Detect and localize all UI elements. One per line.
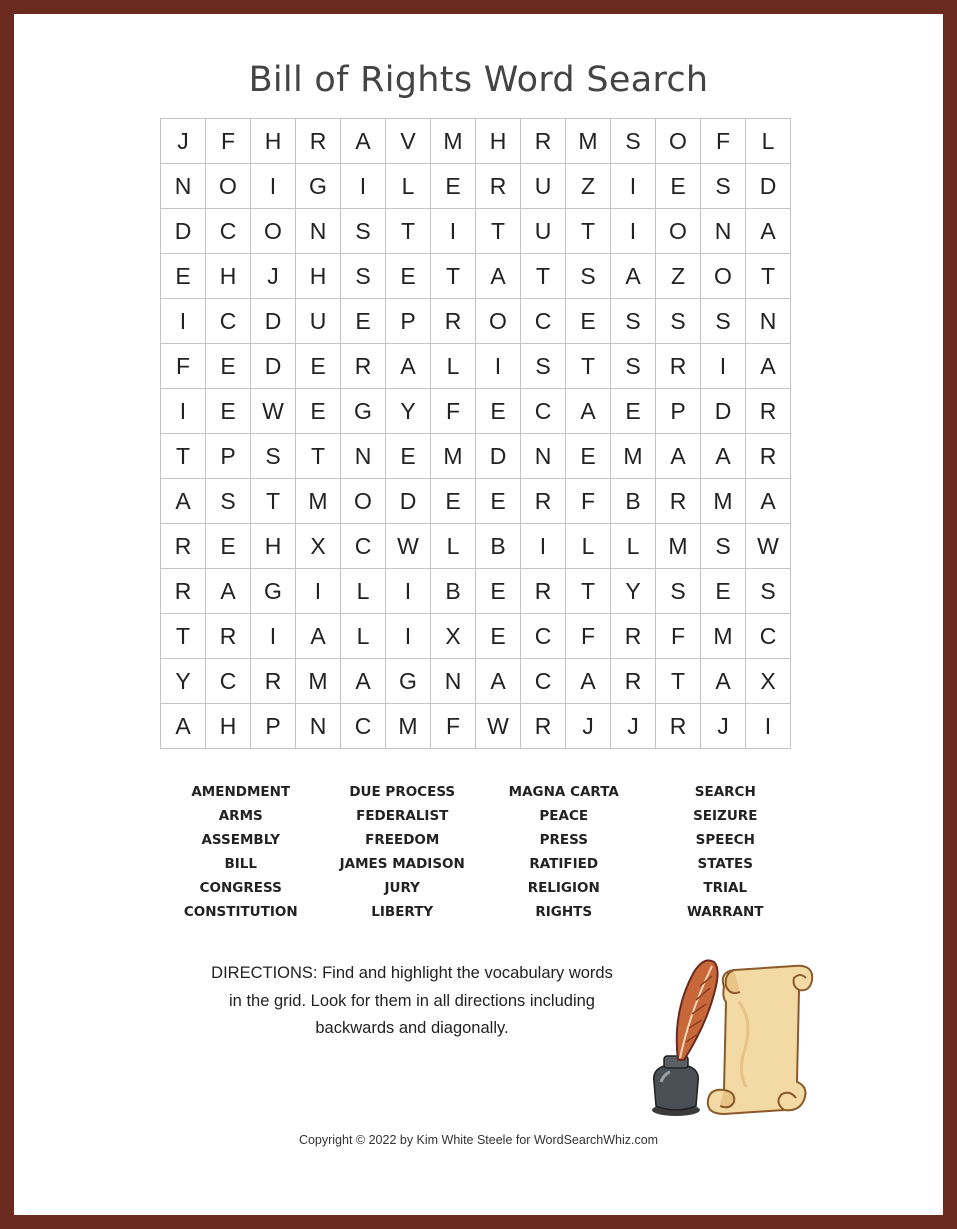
grid-row	[161, 524, 791, 569]
grid-cell[interactable]: T	[431, 254, 476, 299]
worksheet-page	[14, 14, 943, 1215]
grid-cell[interactable]: S	[611, 299, 656, 344]
grid-cell[interactable]: U	[521, 209, 566, 254]
grid-cell[interactable]: S	[251, 434, 296, 479]
grid-cell[interactable]: P	[656, 389, 701, 434]
grid-cell[interactable]: R	[296, 119, 341, 164]
grid-cell[interactable]: Z	[566, 164, 611, 209]
grid-cell[interactable]: A	[746, 479, 791, 524]
directions-line-1: DIRECTIONS: Find and highlight the vocabulary words	[211, 964, 613, 982]
grid-cell[interactable]: I	[611, 164, 656, 209]
grid-cell[interactable]: X	[431, 614, 476, 659]
grid-cell[interactable]: R	[521, 569, 566, 614]
grid-cell[interactable]: N	[341, 434, 386, 479]
grid-cell[interactable]: T	[566, 209, 611, 254]
grid-cell[interactable]: R	[746, 389, 791, 434]
grid-row	[161, 254, 791, 299]
grid-cell[interactable]: I	[296, 569, 341, 614]
grid-cell[interactable]: I	[746, 704, 791, 749]
grid-cell[interactable]: L	[386, 164, 431, 209]
grid-cell[interactable]: T	[566, 344, 611, 389]
vocabulary-word: TRIAL	[703, 880, 748, 896]
grid-cell[interactable]: T	[476, 209, 521, 254]
grid-cell[interactable]: O	[476, 299, 521, 344]
grid-cell[interactable]: E	[161, 254, 206, 299]
grid-cell[interactable]: A	[341, 119, 386, 164]
grid-cell[interactable]: J	[566, 704, 611, 749]
grid-cell[interactable]: E	[386, 434, 431, 479]
grid-cell[interactable]: R	[161, 569, 206, 614]
grid-cell[interactable]: F	[566, 479, 611, 524]
grid-cell[interactable]: C	[341, 704, 386, 749]
grid-cell[interactable]: N	[701, 209, 746, 254]
grid-cell[interactable]: R	[656, 704, 701, 749]
grid-cell[interactable]: D	[251, 299, 296, 344]
grid-cell[interactable]: N	[296, 209, 341, 254]
vocabulary-word: AMENDMENT	[191, 784, 291, 800]
grid-cell[interactable]: I	[386, 569, 431, 614]
word-list	[160, 780, 806, 924]
grid-cell[interactable]: E	[431, 164, 476, 209]
grid-cell[interactable]: F	[206, 119, 251, 164]
vocabulary-word: MAGNA CARTA	[508, 784, 619, 800]
grid-cell[interactable]: P	[251, 704, 296, 749]
grid-cell[interactable]: A	[476, 254, 521, 299]
grid-row	[161, 659, 791, 704]
grid-cell[interactable]: O	[656, 119, 701, 164]
grid-cell[interactable]: I	[701, 344, 746, 389]
grid-cell[interactable]: H	[206, 254, 251, 299]
grid-cell[interactable]: T	[161, 434, 206, 479]
grid-cell[interactable]: O	[701, 254, 746, 299]
grid-cell[interactable]: L	[566, 524, 611, 569]
grid-cell[interactable]: I	[251, 164, 296, 209]
vocabulary-word: CONSTITUTION	[183, 904, 298, 920]
grid-cell[interactable]: A	[206, 569, 251, 614]
grid-cell[interactable]: C	[341, 524, 386, 569]
grid-cell[interactable]: M	[296, 659, 341, 704]
grid-cell[interactable]: W	[251, 389, 296, 434]
grid-cell[interactable]: R	[161, 524, 206, 569]
grid-cell[interactable]: E	[476, 479, 521, 524]
grid-cell[interactable]: R	[206, 614, 251, 659]
quill-and-scroll-illustration	[634, 942, 824, 1122]
grid-cell[interactable]: E	[476, 569, 521, 614]
grid-cell[interactable]: W	[746, 524, 791, 569]
grid-row	[161, 299, 791, 344]
vocabulary-word: RELIGION	[527, 880, 600, 896]
vocabulary-word: WARRANT	[687, 904, 764, 920]
grid-cell[interactable]: O	[341, 479, 386, 524]
grid-row	[161, 209, 791, 254]
grid-cell[interactable]: D	[476, 434, 521, 479]
vocabulary-word: RATIFIED	[529, 856, 599, 872]
grid-cell[interactable]: T	[746, 254, 791, 299]
grid-cell[interactable]: A	[611, 254, 656, 299]
scroll-icon	[708, 966, 812, 1114]
vocabulary-word: ARMS	[218, 808, 263, 824]
vocabulary-word: STATES	[697, 856, 753, 872]
grid-cell[interactable]: E	[386, 254, 431, 299]
grid-cell[interactable]: R	[611, 614, 656, 659]
grid-cell[interactable]: S	[746, 569, 791, 614]
grid-cell[interactable]: N	[161, 164, 206, 209]
grid-cell[interactable]: I	[386, 614, 431, 659]
grid-cell[interactable]: E	[296, 389, 341, 434]
grid-cell[interactable]: J	[701, 704, 746, 749]
vocabulary-word: LIBERTY	[371, 904, 434, 920]
grid-row	[161, 389, 791, 434]
grid-cell[interactable]: D	[251, 344, 296, 389]
vocabulary-word: DUE PROCESS	[349, 784, 456, 800]
vocabulary-word: JURY	[384, 880, 420, 896]
page-title: Bill of Rights Word Search	[248, 60, 709, 100]
grid-cell[interactable]: I	[611, 209, 656, 254]
grid-cell[interactable]: T	[296, 434, 341, 479]
grid-cell[interactable]: L	[341, 569, 386, 614]
grid-cell[interactable]: Y	[161, 659, 206, 704]
grid-row	[161, 344, 791, 389]
grid-cell[interactable]: I	[476, 344, 521, 389]
grid-cell[interactable]: C	[521, 614, 566, 659]
grid-cell[interactable]: C	[206, 299, 251, 344]
grid-cell[interactable]: S	[521, 344, 566, 389]
grid-cell[interactable]: I	[431, 209, 476, 254]
grid-cell[interactable]: M	[386, 704, 431, 749]
grid-cell[interactable]: E	[566, 434, 611, 479]
grid-cell[interactable]: D	[701, 389, 746, 434]
grid-row	[161, 704, 791, 749]
grid-cell[interactable]: A	[476, 659, 521, 704]
grid-cell[interactable]: S	[341, 209, 386, 254]
grid-cell[interactable]: A	[746, 344, 791, 389]
grid-cell[interactable]: I	[521, 524, 566, 569]
grid-cell[interactable]: M	[701, 479, 746, 524]
grid-cell[interactable]: M	[656, 524, 701, 569]
grid-cell[interactable]: L	[431, 524, 476, 569]
grid-cell[interactable]: A	[746, 209, 791, 254]
grid-cell[interactable]: R	[611, 659, 656, 704]
grid-cell[interactable]: E	[656, 164, 701, 209]
grid-cell[interactable]: S	[656, 299, 701, 344]
vocabulary-word: JAMES MADISON	[339, 856, 465, 872]
grid-cell[interactable]: F	[656, 614, 701, 659]
grid-cell[interactable]: S	[341, 254, 386, 299]
grid-cell[interactable]: Y	[611, 569, 656, 614]
grid-cell[interactable]: M	[701, 614, 746, 659]
grid-cell[interactable]: U	[296, 299, 341, 344]
grid-cell[interactable]: A	[296, 614, 341, 659]
grid-row	[161, 479, 791, 524]
grid-cell[interactable]: M	[611, 434, 656, 479]
grid-cell[interactable]: P	[386, 299, 431, 344]
grid-cell[interactable]: R	[431, 299, 476, 344]
grid-cell[interactable]: R	[251, 659, 296, 704]
grid-cell[interactable]: E	[296, 344, 341, 389]
grid-cell[interactable]: H	[206, 704, 251, 749]
grid-cell[interactable]: Z	[656, 254, 701, 299]
grid-cell[interactable]: O	[206, 164, 251, 209]
grid-cell[interactable]: N	[746, 299, 791, 344]
grid-cell[interactable]: E	[341, 299, 386, 344]
grid-cell[interactable]: C	[521, 389, 566, 434]
grid-cell[interactable]: N	[521, 434, 566, 479]
grid-cell[interactable]: A	[161, 479, 206, 524]
inkwell-icon	[652, 1056, 700, 1116]
grid-cell[interactable]: G	[386, 659, 431, 704]
grid-cell[interactable]: T	[566, 569, 611, 614]
vocabulary-word: FREEDOM	[365, 832, 440, 848]
grid-cell[interactable]: I	[251, 614, 296, 659]
grid-cell[interactable]: L	[611, 524, 656, 569]
grid-cell[interactable]: H	[296, 254, 341, 299]
grid-cell[interactable]: S	[566, 254, 611, 299]
vocabulary-word: BILL	[224, 856, 258, 872]
grid-cell[interactable]: A	[386, 344, 431, 389]
grid-cell[interactable]: W	[386, 524, 431, 569]
grid-cell[interactable]: S	[701, 164, 746, 209]
word-column	[322, 780, 484, 924]
grid-cell[interactable]: C	[206, 659, 251, 704]
vocabulary-word: PRESS	[539, 832, 588, 848]
grid-cell[interactable]: H	[476, 119, 521, 164]
grid-cell[interactable]: G	[251, 569, 296, 614]
grid-cell[interactable]: P	[206, 434, 251, 479]
grid-cell[interactable]: S	[656, 569, 701, 614]
grid-cell[interactable]: F	[161, 344, 206, 389]
grid-cell[interactable]: Y	[386, 389, 431, 434]
grid-cell[interactable]: M	[566, 119, 611, 164]
grid-cell[interactable]: E	[206, 524, 251, 569]
grid-cell[interactable]: R	[521, 704, 566, 749]
grid-cell[interactable]: A	[701, 659, 746, 704]
grid-cell[interactable]: A	[656, 434, 701, 479]
grid-cell[interactable]: W	[476, 704, 521, 749]
word-column	[483, 780, 645, 924]
grid-cell[interactable]: T	[386, 209, 431, 254]
grid-row	[161, 569, 791, 614]
quill-pen-icon	[677, 960, 718, 1060]
grid-cell[interactable]: C	[521, 659, 566, 704]
grid-cell[interactable]: T	[251, 479, 296, 524]
grid-cell[interactable]: N	[431, 659, 476, 704]
grid-cell[interactable]: S	[701, 299, 746, 344]
vocabulary-word: ASSEMBLY	[201, 832, 280, 848]
grid-cell[interactable]: G	[296, 164, 341, 209]
grid-cell[interactable]: I	[161, 299, 206, 344]
grid-cell[interactable]: F	[431, 704, 476, 749]
grid-cell[interactable]: E	[476, 614, 521, 659]
grid-cell[interactable]: T	[521, 254, 566, 299]
grid-cell[interactable]: R	[521, 119, 566, 164]
grid-cell[interactable]: L	[746, 119, 791, 164]
grid-cell[interactable]: F	[701, 119, 746, 164]
grid-cell[interactable]: G	[341, 389, 386, 434]
vocabulary-word: RIGHTS	[535, 904, 593, 920]
vocabulary-word: SPEECH	[695, 832, 755, 848]
grid-cell[interactable]: B	[431, 569, 476, 614]
grid-cell[interactable]: X	[746, 659, 791, 704]
vocabulary-word: CONGRESS	[199, 880, 282, 896]
grid-cell[interactable]: R	[746, 434, 791, 479]
grid-cell[interactable]: F	[566, 614, 611, 659]
vocabulary-word: FEDERALIST	[356, 808, 449, 824]
grid-cell[interactable]: C	[746, 614, 791, 659]
grid-cell[interactable]: A	[161, 704, 206, 749]
grid-cell[interactable]: S	[701, 524, 746, 569]
directions-line-3: backwards and diagonally.	[315, 1019, 509, 1037]
grid-cell[interactable]: S	[611, 344, 656, 389]
copyright-notice: Copyright © 2022 by Kim White Steele for WordSearchWhiz.com	[298, 1133, 659, 1147]
grid-cell[interactable]: R	[476, 164, 521, 209]
grid-cell[interactable]: A	[566, 659, 611, 704]
grid-cell[interactable]: E	[476, 389, 521, 434]
grid-cell[interactable]: A	[701, 434, 746, 479]
grid-cell[interactable]: J	[251, 254, 296, 299]
grid-cell[interactable]: E	[566, 299, 611, 344]
grid-cell[interactable]: E	[206, 344, 251, 389]
grid-cell[interactable]: N	[296, 704, 341, 749]
grid-cell[interactable]: D	[386, 479, 431, 524]
grid-cell[interactable]: D	[161, 209, 206, 254]
grid-cell[interactable]: H	[251, 524, 296, 569]
grid-row	[161, 119, 791, 164]
grid-cell[interactable]: E	[701, 569, 746, 614]
grid-row	[161, 164, 791, 209]
grid-cell[interactable]: L	[431, 344, 476, 389]
grid-cell[interactable]: I	[341, 164, 386, 209]
grid-cell[interactable]: C	[206, 209, 251, 254]
word-column	[160, 780, 322, 924]
vocabulary-word: SEIZURE	[693, 808, 758, 824]
grid-cell[interactable]: C	[521, 299, 566, 344]
grid-cell[interactable]: M	[431, 434, 476, 479]
grid-cell[interactable]: J	[611, 704, 656, 749]
grid-cell[interactable]: O	[251, 209, 296, 254]
vocabulary-word: PEACE	[539, 808, 589, 824]
grid-cell[interactable]: X	[296, 524, 341, 569]
grid-cell[interactable]: E	[206, 389, 251, 434]
grid-cell[interactable]: M	[296, 479, 341, 524]
grid-cell[interactable]: R	[521, 479, 566, 524]
grid-cell[interactable]: V	[386, 119, 431, 164]
grid-cell[interactable]: A	[566, 389, 611, 434]
grid-row	[161, 614, 791, 659]
grid-cell[interactable]: I	[161, 389, 206, 434]
grid-cell[interactable]: E	[611, 389, 656, 434]
vocabulary-word: SEARCH	[694, 784, 756, 800]
grid-cell[interactable]: R	[341, 344, 386, 389]
grid-cell[interactable]: D	[746, 164, 791, 209]
grid-row	[161, 434, 791, 479]
grid-cell[interactable]: H	[251, 119, 296, 164]
grid-cell[interactable]: L	[341, 614, 386, 659]
grid-cell[interactable]: R	[656, 344, 701, 389]
directions-text	[184, 960, 640, 1043]
grid-cell[interactable]: B	[476, 524, 521, 569]
grid-cell[interactable]: E	[431, 479, 476, 524]
directions-line-2: in the grid. Look for them in all directions including	[229, 991, 595, 1010]
grid-cell[interactable]: S	[611, 119, 656, 164]
grid-cell[interactable]: J	[161, 119, 206, 164]
grid-cell[interactable]: T	[161, 614, 206, 659]
grid-cell[interactable]: M	[431, 119, 476, 164]
grid-cell[interactable]: F	[431, 389, 476, 434]
grid-cell[interactable]: T	[656, 659, 701, 704]
grid-cell[interactable]: S	[206, 479, 251, 524]
letter-grid	[160, 118, 791, 749]
grid-cell[interactable]: U	[521, 164, 566, 209]
grid-cell[interactable]: B	[611, 479, 656, 524]
grid-cell[interactable]: O	[656, 209, 701, 254]
grid-cell[interactable]: R	[656, 479, 701, 524]
grid-cell[interactable]: A	[341, 659, 386, 704]
word-column	[645, 780, 807, 924]
